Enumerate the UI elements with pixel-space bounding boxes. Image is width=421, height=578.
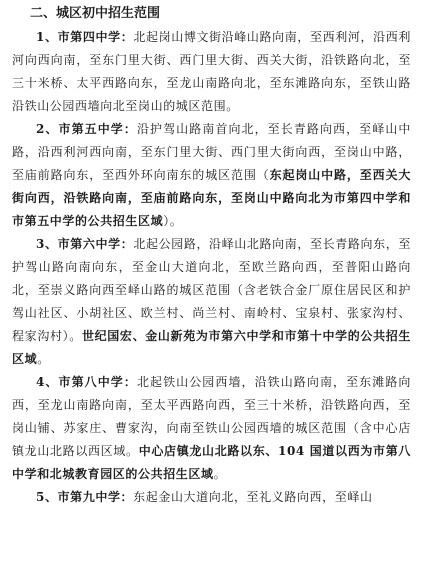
school-name: 4、市第八中学： [36,375,137,389]
school-name: 2、市第五中学： [36,122,137,136]
shared-zone-note: 中心店镇龙山北路以东、104 国道以西为市第八中学和北城教育园区的公共招生区域 [12,444,411,481]
paragraph-school-6 [12,233,411,371]
school-name: 5、市第九中学： [36,490,134,504]
section-heading: 二、城区初中招生范围 [30,6,161,21]
paragraph-text: 沿护驾山路南首向北，至长青路向西，至峄山中路，沿西利河西向南，至东门里大街、西门里大街向西，至岗山中路，至庙前路向东，至西外环向南东的城区范围（ [12,122,411,182]
paragraph-tail: 。 [213,467,227,481]
paragraph-school-4 [12,26,411,118]
paragraph-school-8 [12,371,411,486]
school-name: 3、市第六中学： [36,237,134,251]
shared-zone-note: 东起岗山中路，至西关大街向西，沿铁路向南，至庙前路向东，至岗山中路向北为市第四中学和市第五中学的公共招生区域 [12,168,411,228]
paragraph-school-5 [12,118,411,233]
shared-zone-note: 世纪国宏、金山新苑为市第六中学和市第十中学的公共招生区域 [12,329,411,366]
school-name: 1、市第四中学： [36,30,134,44]
paragraph-school-9 [12,486,411,509]
paragraph-text: 北起岗山博文街沿峰山路向南，至西利河，沿西利河向西向南，至东门里大街、西门里大街、西关大街，沿铁路向北，至三十米桥、太平西路向东，至龙山南路向北，至东滩路向东，至铁山路沿铁山公园西墙向北至岗山的城区范围。 [12,30,411,113]
paragraph-tail: 。 [37,352,50,366]
paragraph-text: 北起公园路，沿峄山北路向南，至长青路向东，至护驾山路向南向东，至金山大道向北，至欧兰路向西，至普阳山路向北，至崇义路向西至峄山路的城区范围（含老铁合金厂原住居民区和护驾山社区、小胡社区、欧兰村、尚兰村、南岭村、宝泉村、张家沟村、程家沟村）。 [12,237,411,343]
paragraph-text: 北起铁山公园西墙，沿铁山路向南，至东滩路向西，至龙山南路向南，至太平西路向西，至三十米桥，沿铁路向西，至岗山铺、苏家庄、曹家沟，向南至铁山公园西墙的城区范围（含中心店镇龙山北路以西区域。 [12,375,411,458]
paragraph-tail: ）。 [163,214,183,228]
paragraph-text: 东起金山大道向北，至礼义路向西，至峄山 [133,490,373,504]
